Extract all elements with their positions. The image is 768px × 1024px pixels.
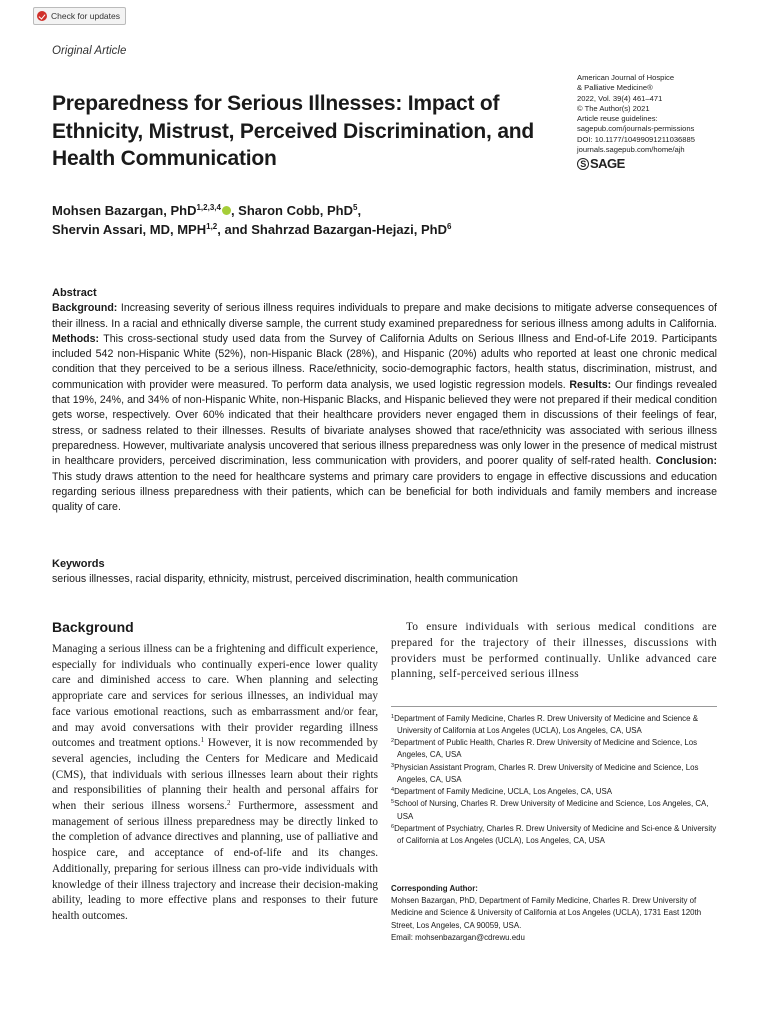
affiliation-text: Department of Family Medicine, UCLA, Los Angeles, CA, USA — [394, 787, 613, 797]
affiliation-number: 2 — [391, 738, 395, 745]
keywords-heading: Keywords — [52, 558, 105, 570]
author-name[interactable]: Sharon Cobb, PhD — [238, 203, 354, 218]
journal-volume: 2022, Vol. 39(4) 461–471 — [577, 93, 663, 103]
conclusion-label: Conclusion: — [655, 455, 717, 468]
results-label: Results: — [569, 378, 612, 391]
background-paragraph-2: To ensure individuals with serious medical conditions are prepared for the trajectory of their illnesses, discussions with providers must be performed continually. Unlike advanced care planning, self-perceived serious illness — [391, 621, 717, 681]
affiliation-item — [391, 798, 719, 822]
orcid-icon[interactable] — [222, 206, 231, 215]
affiliation-item — [391, 823, 719, 847]
affiliation-number: 5 — [391, 799, 395, 806]
corresponding-author-heading: Corresponding Author: — [391, 884, 478, 893]
background-label: Background: — [52, 302, 118, 315]
journal-homepage-link[interactable]: journals.sagepub.com/home/ajh — [577, 145, 685, 155]
author-separator: , and — [217, 222, 252, 237]
check-updates-label: Check for updates — [51, 11, 120, 21]
abstract-conclusion: This study draws attention to the need for healthcare systems and primary care providers to engage in effective discussions and education regarding serious illness preparedness with their patients, which can be beneficial for both individuals and family members and increase quality of care. — [52, 470, 717, 514]
abstract — [52, 286, 717, 515]
paragraph-text: However, it is now recommended by several agencies, including the Centers for Medicare and Medicaid (CMS), that individuals with serious illnesses learn about their rights and responsibilities of planning their health and personal affairs for when their serious illness worsens. — [52, 737, 378, 813]
author-affiliation-sup: 1,2 — [206, 222, 218, 231]
affiliation-item — [391, 737, 719, 761]
sage-logo-text: SAGE — [590, 156, 625, 172]
affiliation-number: 4 — [391, 787, 395, 794]
reuse-label: Article reuse guidelines: — [577, 114, 658, 124]
affiliations — [391, 713, 719, 847]
section-heading-background: Background — [52, 619, 134, 635]
author-list — [52, 201, 612, 239]
keywords — [52, 557, 717, 587]
abstract-background: Increasing severity of serious illness requires individuals to prepare and make decisions to mitigate adverse consequences of their illness. In a racial and ethnically diverse sample, the current study examined preparedness for serious illness among adults in California. — [52, 302, 717, 330]
abstract-body — [52, 301, 717, 515]
corresponding-author — [391, 883, 721, 944]
permissions-link[interactable]: sagepub.com/journals-permissions — [577, 124, 695, 134]
author-affiliation-sup: 6 — [446, 222, 452, 231]
affiliation-text: Department of Public Health, Charles R. Drew University of Medicine and Science, Los Angeles, CA, USA — [394, 738, 698, 760]
author-separator: , — [357, 203, 362, 218]
check-updates-icon — [37, 11, 47, 21]
paragraph-text: Furthermore, assessment and management of serious illness preparedness may be directly linked to the completion of advance directives and planning, use of palliative and hospice care, and acceptance of end-of-life and its changes. Additionally, preparing for serious illness can pro-vide individuals with knowledge of their illness trajectory and increase their decision-making ability, leading to more effective plans and responses to their future health outcomes. — [52, 800, 378, 922]
author-affiliation-sup: 1,2,3,4 — [196, 203, 221, 212]
affiliation-item — [391, 786, 719, 798]
author-name[interactable]: Shervin Assari, MD, MPH — [52, 222, 207, 237]
affiliation-item — [391, 762, 719, 786]
journal-name-line1: American Journal of Hospice — [577, 73, 675, 82]
affiliation-text: Department of Family Medicine, Charles R. Drew University of Medicine and Science & University of California at Los Angeles (UCLA), Los Angeles, CA, USA — [394, 714, 698, 736]
affiliation-text: School of Nursing, Charles R. Drew University of Medicine and Science, Los Angeles, CA, USA — [394, 799, 709, 821]
check-for-updates-button[interactable] — [33, 7, 126, 25]
journal-name-line2: & Palliative Medicine® — [577, 83, 653, 93]
affiliation-text: Department of Psychiatry, Charles R. Drew University of Medicine and Sci-ence & University of California at Los Angeles (UCLA), Los Angeles, CA, USA — [394, 823, 717, 845]
paragraph-text: Managing a serious illness can be a frightening and difficult experience, especially for individuals who continually experi-ence lower quality care and diminished access to care. When planning and selecting appropriate care and services for serious illnesses, an individual may face various emotional reactions, such as embarrassment and/or fear, and may avoid conversations with their provider regarding illness outcomes and treatment options. — [52, 643, 378, 750]
keywords-text: serious illnesses, racial disparity, ethnicity, mistrust, perceived discrimination, health communication — [52, 573, 518, 585]
corresponding-author-text: Mohsen Bazargan, PhD, Department of Family Medicine, Charles R. Drew University of Medicine and Science & University of California at Los Angeles (UCLA), 1731 East 120th Street, Los Angeles, CA 90059, USA. — [391, 896, 702, 930]
article-title: Preparedness for Serious Illnesses: Impact of Ethnicity, Mistrust, Perceived Discrimination, and Health Communication — [52, 92, 535, 170]
affiliation-text: Physician Assistant Program, Charles R. Drew University of Medicine and Science, Los Angeles, CA, USA — [394, 762, 699, 784]
affiliation-number: 6 — [391, 823, 395, 830]
sage-s-icon: S — [577, 158, 589, 170]
citation-ref[interactable]: 2 — [227, 799, 231, 808]
journal-info — [577, 73, 747, 170]
author-name[interactable]: Mohsen Bazargan, PhD — [52, 203, 197, 218]
journal-copyright: © The Author(s) 2021 — [577, 103, 650, 113]
author-name[interactable]: Shahrzad Bazargan-Hejazi, PhD — [251, 222, 447, 237]
doi-link[interactable]: DOI: 10.1177/10499091211036885 — [577, 134, 695, 144]
abstract-results: Our findings revealed that 19%, 24%, and 34% of non-Hispanic White, non-Hispanic Blacks, and Hispanic believed they were not prepared if their medical condition gets worse, respectively. Over 60% indicated that their healthcare providers never engaged them in discussions of their feelings of fear, stress, or sadness related to their illnesses. Results of bivariate analyses showed that race/ethnicity was associated with serious illness preparedness. However, multivariate analysis uncovered that serious illness preparedness was only lower in the presence of medical mistrust in healthcare providers, perceived discrimination, less communication with providers, and poorer quality of self-rated health. — [52, 378, 718, 468]
affiliation-number: 3 — [391, 762, 395, 769]
corresponding-author-email[interactable]: Email: mohsenbazargan@cdrewu.edu — [391, 932, 525, 942]
abstract-heading: Abstract — [52, 287, 97, 299]
methods-label: Methods: — [52, 332, 100, 345]
footnote-divider — [391, 706, 717, 707]
abstract-methods: This cross-sectional study used data from the Survey of California Adults on Serious Illness and End-of-Life 2019. Participants included 542 non-Hispanic White (52%), non-Hispanic Black (28%), and Hispanic (20%) adults who reported at least one chronic medical condition that they perceived to be a serious illness. Race/ethnicity, socio-demographic factors, health status, discrimination, mistrust, and communication with provider were measured. To perform data analysis, we used logistic regression models. — [52, 332, 717, 391]
citation-ref[interactable]: 1 — [200, 736, 205, 745]
affiliation-number: 1 — [391, 714, 395, 720]
affiliation-item — [391, 713, 719, 737]
author-affiliation-sup: 5 — [353, 203, 358, 212]
article-type: Original Article — [52, 45, 127, 57]
sage-logo — [577, 158, 747, 170]
author-separator: , — [230, 203, 239, 218]
background-paragraph-1 — [52, 642, 378, 925]
